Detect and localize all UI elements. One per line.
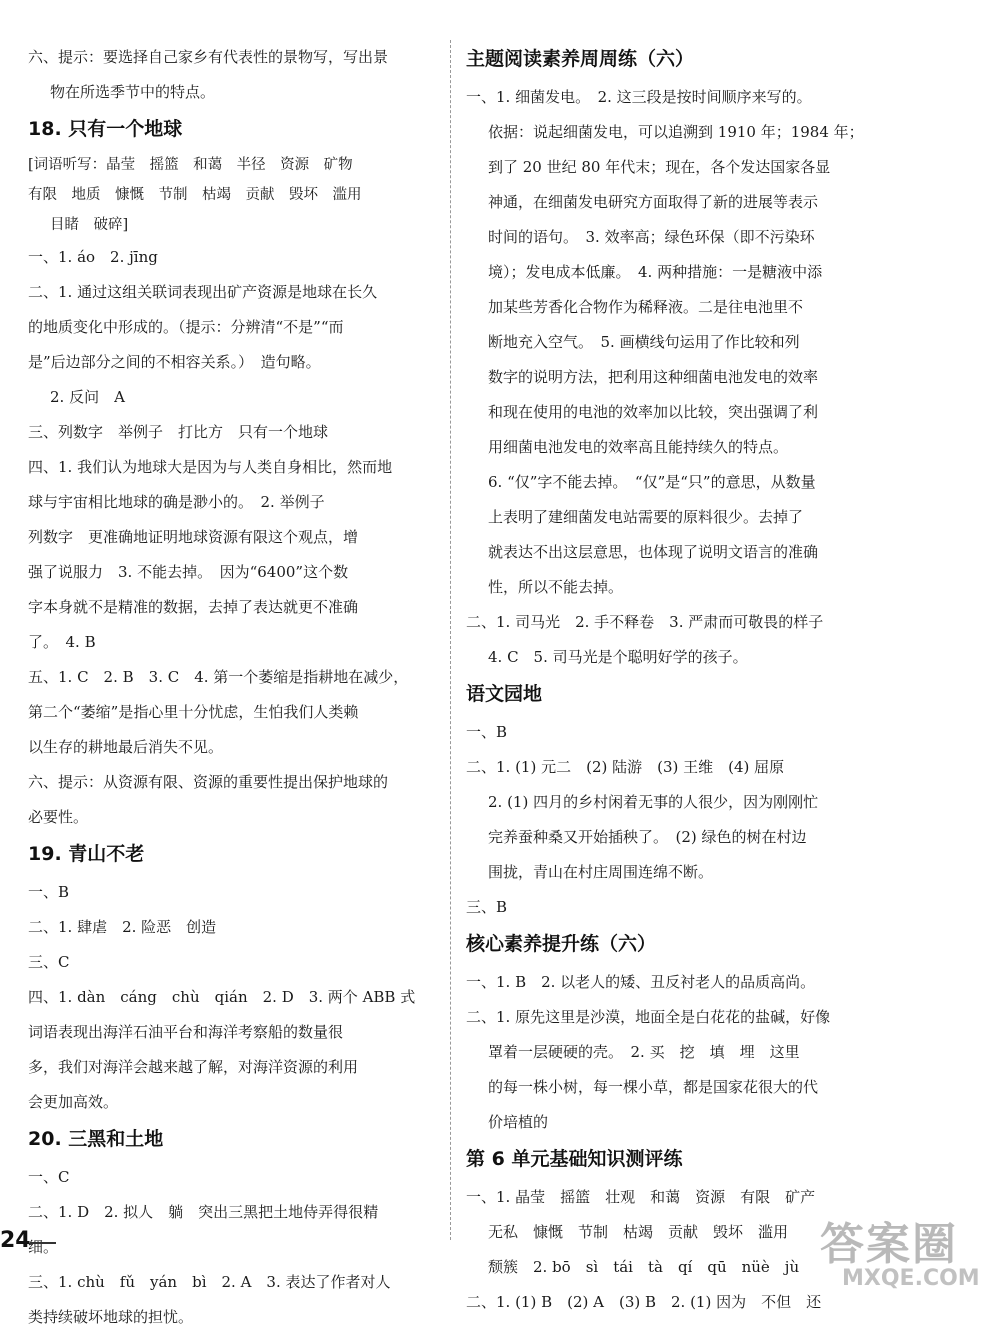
text-line: 的地质变化中形成的。（提示：分辨清“不是”“而 [28,318,344,336]
section-title: 主题阅读素养周周练（六） [466,48,695,70]
text-line: 4. C 5. 司马光是个聪明好学的孩子。 [488,648,748,666]
text-line: 加某些芳香化合物作为稀释液。二是往电池里不 [488,298,804,316]
section-title: 第 6 单元基础知识测评练 [466,1148,683,1170]
text-line: 颓簇 2. bō sì tái tà qí qū nüè jù [488,1258,800,1276]
text-line: 二、1. 原先这里是沙漠，地面全是白花花的盐碱，好像 [466,1008,831,1026]
text-line: 6. “仅”字不能去掉。 “仅”是“只”的意思，从数量 [488,473,816,491]
text-line: 会更加高效。 [28,1093,119,1111]
text-line: 上表明了建细菌发电站需要的原料很少。去掉了 [488,508,804,526]
text-line: 用细菌电池发电的效率高且能持续久的特点。 [488,438,789,456]
text-line: 三、1. chù fǔ yán bì 2. A 3. 表达了作者对人 [28,1273,391,1291]
text-line: 二、1. 肆虐 2. 险恶 创造 [28,918,217,936]
text-line: 六、提示：从资源有限、资源的重要性提出保护地球的 [28,773,389,791]
text-line: 物在所选季节中的特点。 [50,83,216,101]
section-chinese-garden [466,681,876,925]
text-line: 一、1. 细菌发电。 2. 这三段是按时间顺序来写的。 [466,88,812,106]
text-line: 二、1. (1) B (2) A (3) B 2. (1) 因为 不但 还 [466,1293,822,1311]
text-line: 以生存的耕地最后消失不见。 [28,738,224,756]
watermark-url: MXQE.COM [842,1266,980,1291]
text-line: 第二个“萎缩”是指心里十分忧虑，生怕我们人类赖 [28,703,359,721]
page-number-rule [30,1242,56,1244]
column-divider [450,40,451,1240]
text-line: 和现在使用的电池的效率加以比较，突出强调了利 [488,403,819,421]
vocab-line: 目睹 破碎] [50,217,129,233]
text-line: 是”后边部分之间的不相容关系。） 造句略。 [28,353,321,371]
text-line: 罩着一层硬硬的壳。 2. 买 挖 填 埋 这里 [488,1043,800,1061]
section-unit-6-test [466,1146,876,1320]
text-line: 六、提示：要选择自己家乡有代表性的景物写，写出景 [28,48,389,66]
section-prev-tail [28,40,436,110]
text-line: 四、1. dàn cáng chù qián 2. D 3. 两个 ABB 式 [28,988,416,1006]
text-line: 强了说服力 3. 不能去掉。 因为“6400”这个数 [28,563,349,581]
right-column [466,40,876,1320]
section-title: 20. 三黑和土地 [28,1128,164,1150]
text-line: 价培植的 [488,1113,549,1131]
text-line: 二、1. 通过这组关联词表现出矿产资源是地球在长久 [28,283,378,301]
text-line: 字本身就不是精准的数据，去掉了表达就更不准确 [28,598,359,616]
text-line: 三、C [28,953,70,971]
section-title: 19. 青山不老 [28,843,145,865]
text-line: 依据：说起细菌发电，可以追溯到 1910 年；1984 年； [488,123,864,141]
text-line: 了。 4. B [28,633,96,651]
text-line: 三、列数字 举例子 打比方 只有一个地球 [28,423,329,441]
text-line: 断地充入空气。 5. 画横线句运用了作比较和列 [488,333,800,351]
text-line: 的每一株小树，每一棵小草，都是国家花很大的代 [488,1078,819,1096]
text-line: 2. 反问 A [50,388,125,406]
text-line: 境）；发电成本低廉。 4. 两种措施：一是糖液中添 [488,263,823,281]
text-line: 一、1. áo 2. jīng [28,248,158,266]
text-line: 多，我们对海洋会越来越了解，对海洋资源的利用 [28,1058,359,1076]
watermark-logo: 答案圈 [820,1219,958,1270]
watermark [820,1200,990,1300]
vocab-line: [词语听写：晶莹 摇篮 和蔼 半径 资源 矿物 [28,157,353,173]
section-core-literacy [466,931,876,1140]
section-18 [28,116,436,835]
left-column [28,40,436,1335]
text-line: 一、B [28,883,70,901]
text-line: 一、C [28,1168,70,1186]
text-line: 列数字 更准确地证明地球资源有限这个观点，增 [28,528,359,546]
section-20 [28,1126,436,1335]
text-line: 时间的语句。 3. 效率高；绿色环保（即不污染环 [488,228,815,246]
text-line: 完养蚕种桑又开始插秧了。 (2) 绿色的树在村边 [488,828,807,846]
text-line: 2. (1) 四月的乡村闲着无事的人很少，因为刚刚忙 [488,793,819,811]
text-line: 数字的说明方法，把利用这种细菌电池发电的效率 [488,368,819,386]
text-line: 五、1. C 2. B 3. C 4. 第一个萎缩是指耕地在减少， [28,668,409,686]
text-line: 二、1. D 2. 拟人 躺 突出三黑把土地侍弄得很精 [28,1203,379,1221]
text-line: 一、1. 晶莹 摇篮 壮观 和蔼 资源 有限 矿产 [466,1188,816,1206]
text-line: 一、1. B 2. 以老人的矮、丑反衬老人的品质高尚。 [466,973,816,991]
text-line: 细。 [28,1238,59,1256]
text-line: 无私 慷慨 节制 枯竭 贡献 毁坏 滥用 [488,1223,789,1241]
text-line: 一、B [466,723,508,741]
text-line: 性，所以不能去掉。 [488,578,624,596]
section-title: 18. 只有一个地球 [28,118,183,140]
text-line: 就表达不出这层意思，也体现了说明文语言的准确 [488,543,819,561]
text-line: 四、1. 我们认为地球大是因为与人类自身相比，然而地 [28,458,393,476]
text-line: 二、1. (1) 元二 (2) 陆游 (3) 王维 (4) 屈原 [466,758,785,776]
section-reading-practice [466,46,876,675]
vocab-line: 有限 地质 慷慨 节制 枯竭 贡献 毁坏 滥用 [28,187,362,203]
page-number: 24 [0,1228,31,1253]
text-line: 神通，在细菌发电研究方面取得了新的进展等表示 [488,193,819,211]
text-line: 围拢，青山在村庄周围连绵不断。 [488,863,714,881]
text-line: 词语表现出海洋石油平台和海洋考察船的数量很 [28,1023,344,1041]
text-line: 三、B [466,898,508,916]
text-line: 必要性。 [28,808,89,826]
section-title: 语文园地 [466,683,543,705]
text-line: 二、1. 司马光 2. 手不释卷 3. 严肃而可敬畏的样子 [466,613,824,631]
text-line: 到了 20 世纪 80 年代末；现在，各个发达国家各显 [488,158,831,176]
section-19 [28,841,436,1120]
section-title: 核心素养提升练（六） [466,933,657,955]
text-line: 球与宇宙相比地球的确是渺小的。 2. 举例子 [28,493,325,511]
text-line: 类持续破坏地球的担忧。 [28,1308,194,1326]
